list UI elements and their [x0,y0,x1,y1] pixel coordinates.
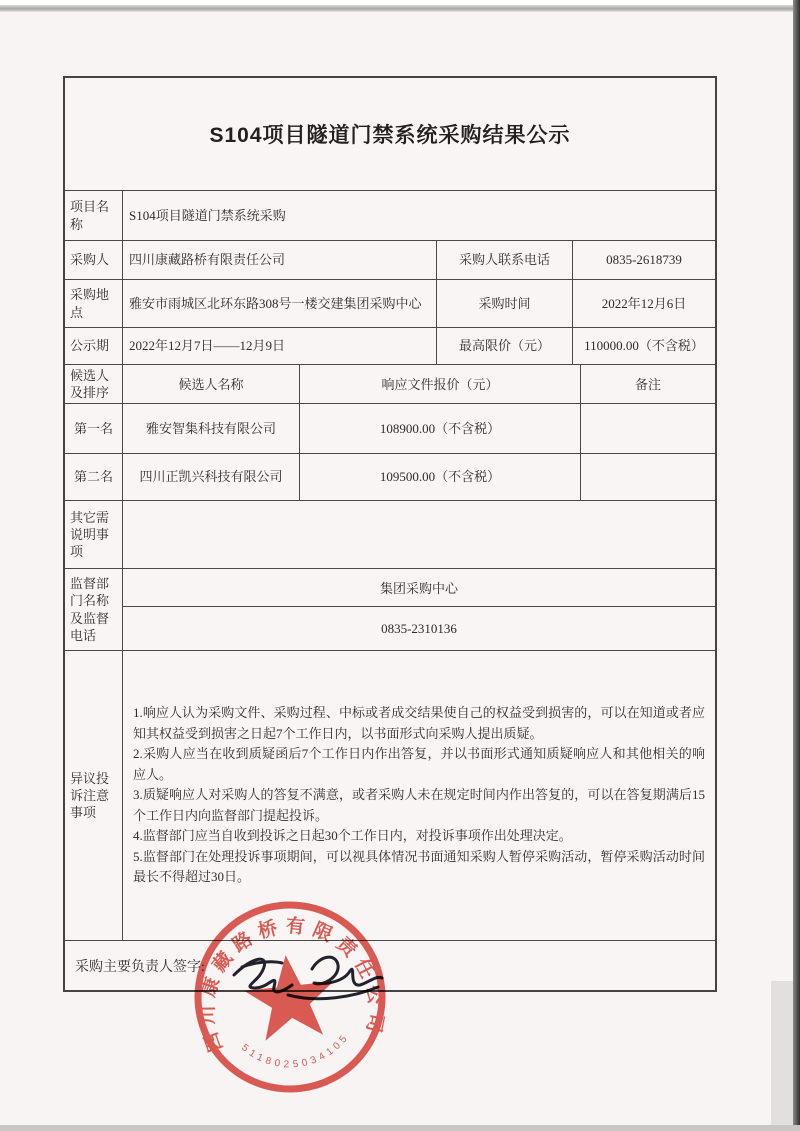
candidate-2-remark [581,454,715,500]
objection-text [123,651,715,940]
objection-item-4: 4.监督部门应当自收到投诉之日起30个工作日内，对投诉事项作出处理决定。 [133,828,572,844]
candidate-2-rank: 第二名 [65,454,123,500]
scan-edge-bottom [0,1125,800,1131]
location-value: 雅安市雨城区北环东路308号一楼交建集团采购中心 [123,280,437,327]
page-title: S104项目隧道门禁系统采购结果公示 [209,124,571,147]
row-purchaser [65,241,715,280]
candidate-1-name: 雅安智集科技有限公司 [123,404,300,453]
row-project-name [65,191,715,241]
other-notes-label: 其它需说明事项 [65,501,123,568]
purchaser-label: 采购人 [65,241,123,279]
supervision-label: 监督部门名称及监督电话 [65,569,123,650]
supervision-values [123,569,715,650]
row-candidates-header [65,365,715,404]
candidate-remark-header: 备注 [634,376,661,392]
project-name-value: S104项目隧道门禁系统采购 [129,207,286,223]
supervision-phone: 0835-2310136 [381,620,457,636]
candidate-name-header: 候选人名称 [123,365,300,403]
stamp-star [241,951,339,1043]
other-notes-value [123,501,715,568]
max-price-value: 110000.00（不含税） [584,338,704,354]
scan-edge-right-soft [771,981,793,1131]
location-label: 采购地点 [65,280,123,327]
purchase-time-label: 采购时间 [437,280,573,327]
row-objection-notes [65,651,715,941]
candidate-2-name: 四川正凯兴科技有限公司 [123,454,300,500]
signature-label: 采购主要负责人签字: [75,959,205,975]
table-row-candidate-1 [65,404,715,454]
candidates-rank-label: 候选人及排序 [65,365,123,403]
purchaser-phone-value: 0835-2618739 [606,252,682,268]
candidate-1-remark [581,404,715,453]
scan-edge-top-line [0,5,800,12]
row-supervision [65,569,715,651]
purchaser-phone-label: 采购人联系电话 [437,241,573,279]
objection-label: 异议投诉注意事项 [65,651,123,940]
max-price-label: 最高限价（元） [437,328,573,364]
project-name-label: 项目名称 [65,191,123,240]
row-other-notes [65,501,715,569]
row-location [65,280,715,328]
candidate-price-header: 响应文件报价（元） [300,365,581,403]
stamp-company-text: 四川康藏路桥有限责任公司 [197,915,387,1055]
table-row-candidate-2 [65,454,715,501]
purchaser-value: 四川康藏路桥有限责任公司 [123,241,437,279]
objection-item-5: 5.监督部门在处理投诉事项期间，可以视具体情况书面通知采购人暂停采购活动，暂停采购活动时间最长不得超过30日。 [133,848,705,885]
company-stamp [180,887,400,1107]
candidate-1-price: 108900.00（不含税） [300,404,581,453]
stamp-serial-number: 5118025034105 [239,1030,352,1071]
purchase-time-value: 2022年12月6日 [601,295,687,311]
announcement-table [63,76,717,992]
svg-text:5118025034105 [238,1030,354,1076]
candidate-2-price: 109500.00（不含税） [300,454,581,500]
publicity-period-label: 公示期 [65,328,123,364]
objection-item-2: 2.采购人应当在收到质疑函后7个工作日内作出答复，并以书面形式通知质疑响应人和其他相关的响应人。 [133,746,705,782]
objection-item-1: 1.响应人认为采购文件、采购过程、中标或者成交结果使自己的权益受到损害的，可以在知道或者应知其权益受到损害之日起7个工作日内，以书面形式向采购人提出质疑。 [133,705,705,741]
scan-edge-right [793,0,800,1131]
candidate-1-rank: 第一名 [65,404,123,453]
objection-item-3: 3.质疑响应人对采购人的答复不满意，或者采购人未在规定时间内作出答复的，可以在答复期满后15个工作日内向监督部门提起投诉。 [133,787,705,823]
supervision-department: 集团采购中心 [123,569,715,607]
title-row [65,78,715,191]
row-publicity-period [65,328,715,365]
publicity-period-value: 2022年12月7日——12月9日 [123,328,437,364]
